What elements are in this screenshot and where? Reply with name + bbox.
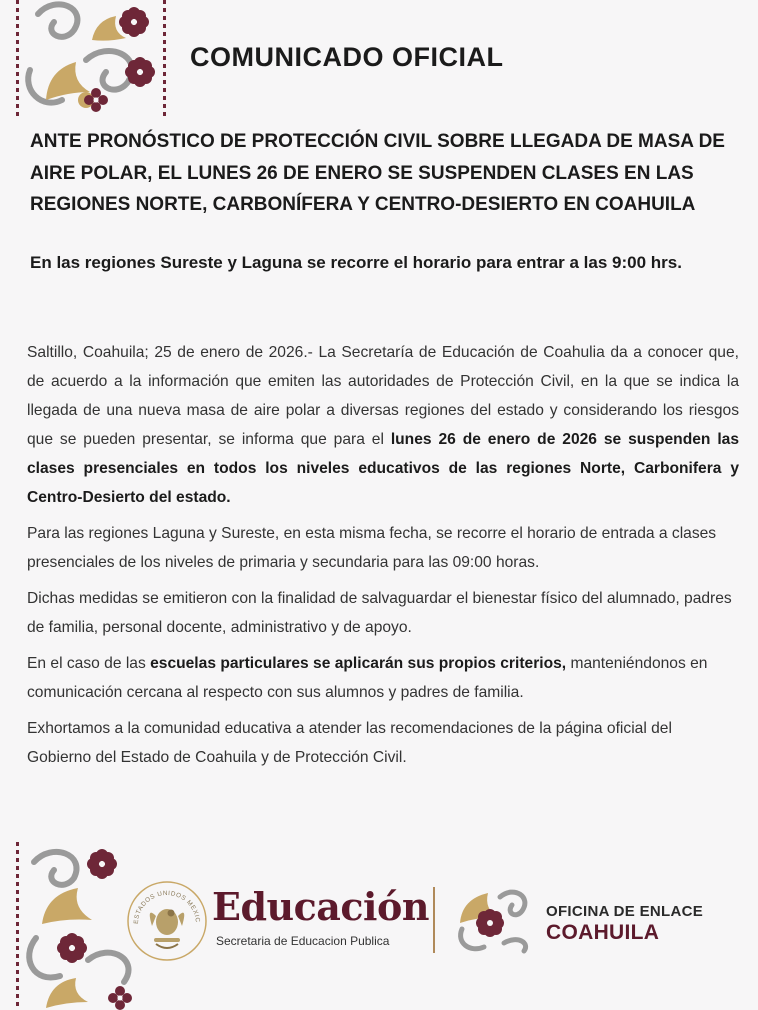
flower-emblem-icon bbox=[452, 883, 534, 955]
paragraph-4 bbox=[27, 649, 739, 707]
headline: ANTE PRONÓSTICO DE PROTECCIÓN CIVIL SOBRE LLEGADA DE MASA DE AIRE POLAR, EL LUNES 26 DE ENERO SE SUSPENDEN CLASES EN LAS REGIONES NORTE, CARBONÍFERA Y CENTRO-DESIERTO EN COAHUILA bbox=[30, 131, 725, 215]
paragraph-2: Para las regiones Laguna y Sureste, en esta misma fecha, se recorre el horario de entrada a clases presenciales de los niveles de primaria y secundaria para las 09:00 horas. bbox=[27, 525, 717, 571]
subheadline: En las regiones Sureste y Laguna se recorre el horario para entrar a las 9:00 hrs. bbox=[30, 253, 682, 272]
paragraph-1-text: Saltillo, Coahuila; 25 de enero de 2026.- La Secretaría de Educación de Coahulia da a conocer que, de acuerdo a la información que emiten las autoridades de Protección Civil, en la que se indica la llegada de una nueva masa de aire polar a diversas regiones del estado y considerando los riesgos que se pueden presentar, se informa que para el bbox=[27, 344, 739, 448]
page-title: COMUNICADO OFICIAL bbox=[190, 42, 504, 72]
education-brand: Educación bbox=[212, 884, 429, 929]
press-release-body bbox=[27, 338, 739, 772]
paragraph-4-highlight: escuelas particulares se aplicarán sus propios criterios, bbox=[150, 655, 567, 672]
paragraph-3: Dichas medidas se emitieron con la finalidad de salvaguardar el bienestar físico del alumnado, padres de familia, personal docente, administrativo y de apoyo. bbox=[27, 590, 732, 636]
education-subtitle: Secretaria de Educacion Publica bbox=[216, 934, 390, 948]
paragraph-1 bbox=[27, 338, 739, 512]
paragraph-1-highlight: lunes 26 de enero de 2026 se suspenden las clases presenciales en todos los niveles educativos de las regiones Norte, Carbonifera y Centro-Desierto del estado. bbox=[27, 431, 740, 506]
floral-pattern-icon bbox=[16, 842, 144, 1010]
paragraph-4-suffix: manteniéndonos en comunicación cercana al respecto con sus alumnos y padres de familia. bbox=[27, 655, 708, 701]
paragraph-4-prefix: En el caso de las bbox=[27, 655, 151, 672]
office-state: COAHUILA bbox=[546, 921, 660, 944]
footer-divider bbox=[433, 887, 435, 953]
floral-pattern-icon bbox=[16, 0, 166, 118]
seal-text: ESTADOS UNIDOS MEXIC bbox=[132, 889, 202, 925]
coat-of-arms-icon bbox=[126, 880, 208, 962]
office-name: OFICINA DE ENLACE bbox=[546, 903, 704, 920]
paragraph-5: Exhortamos a la comunidad educativa a atender las recomendaciones de la página oficial del Gobierno del Estado de Coahuila y de Protección Civil. bbox=[27, 720, 672, 766]
